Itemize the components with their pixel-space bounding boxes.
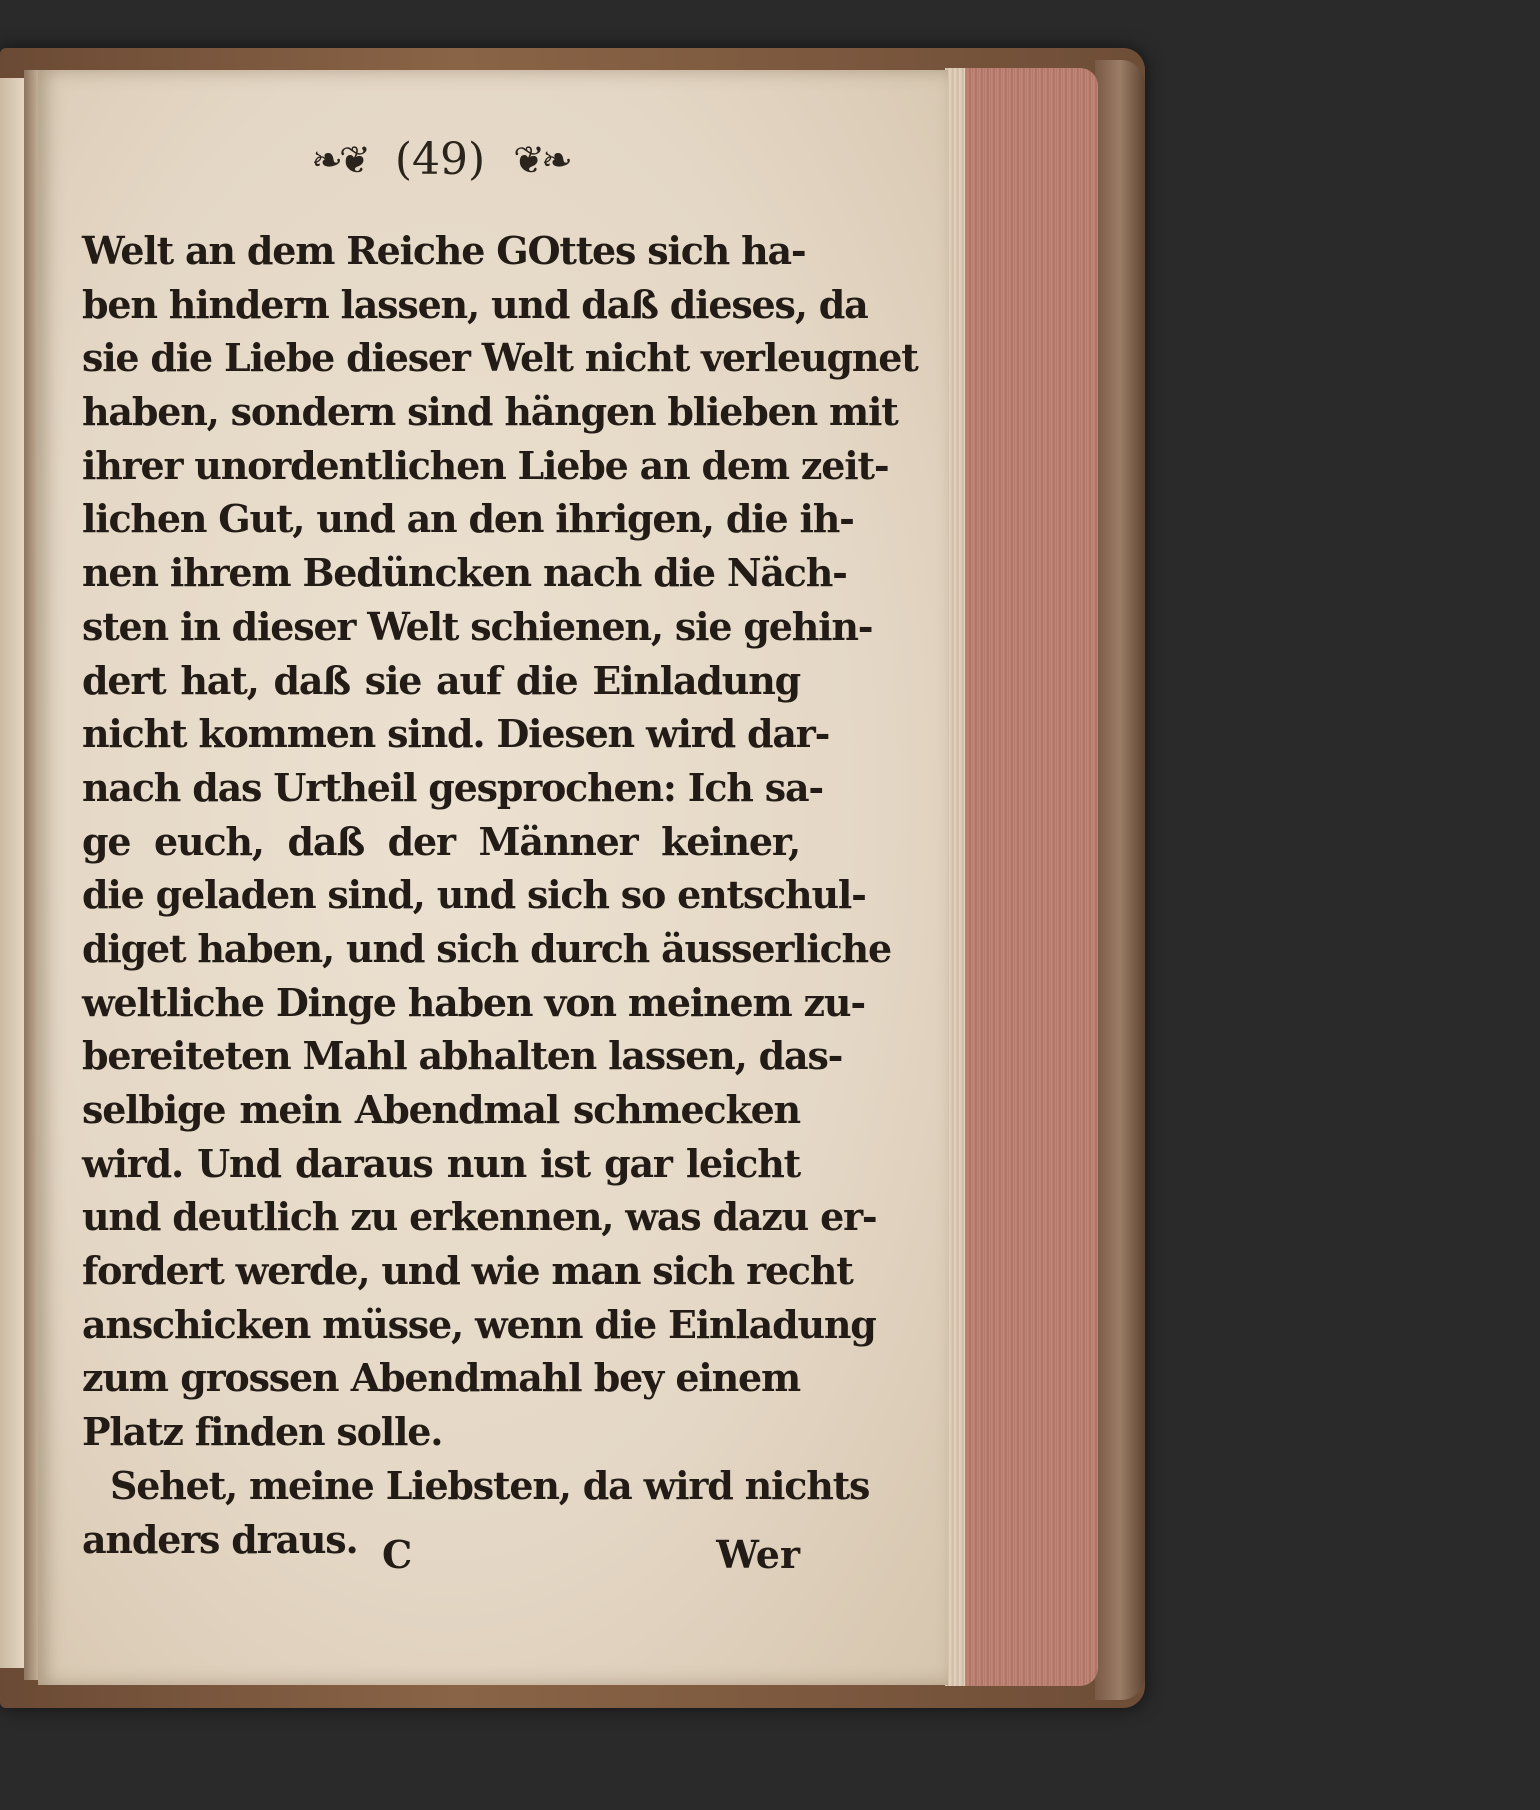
text-line: weltliche Dinge haben von meinem zu- <box>82 979 865 1025</box>
catchword: Wer <box>716 1532 800 1577</box>
text-line: dert hat, daß sie auf die Einladung <box>82 657 800 703</box>
text-line: nen ihrem Bedüncken nach die Näch- <box>82 550 847 596</box>
text-line: nach das Urtheil gesprochen: Ich sa- <box>82 764 823 810</box>
page-body-text <box>82 224 918 1566</box>
text-line: zum grossen Abendmahl bey einem <box>82 1355 800 1401</box>
page-header <box>270 118 610 196</box>
page-number: (49) <box>394 133 486 185</box>
text-line: anschicken müsse, wenn die Einladung <box>82 1301 876 1347</box>
text-line: Welt an dem Reiche GOttes sich ha- <box>82 228 806 273</box>
text-line: ihrer unordentlichen Liebe an dem zeit- <box>82 442 889 488</box>
page-block-fore-edge <box>945 68 1098 1686</box>
text-line: fordert werde, und wie man sich recht <box>82 1248 853 1294</box>
text-line: haben, sondern sind hängen blieben mit <box>82 389 898 435</box>
ornament-left-icon: ❧❦ <box>311 137 367 182</box>
signature-mark: C <box>382 1532 413 1577</box>
text-line: und deutlich zu erkennen, was dazu er- <box>82 1194 877 1240</box>
text-line: Platz finden solle. <box>82 1409 443 1455</box>
book-cover-edge <box>1095 60 1145 1700</box>
text-line: ge euch, daß der Männer keiner, <box>82 818 800 864</box>
page-footer <box>82 1532 800 1592</box>
page-block-fore-edge-light <box>945 68 965 1686</box>
text-line: Sehet, meine Liebsten, da wird nichts <box>110 1462 870 1508</box>
text-line: selbige mein Abendmal schmecken <box>82 1087 800 1132</box>
text-line: diget haben, und sich durch äusserliche <box>82 925 891 971</box>
text-line: die geladen sind, und sich so entschul- <box>82 872 866 918</box>
text-line: wird. Und daraus nun ist gar leicht <box>82 1140 800 1186</box>
text-line: sie die Liebe dieser Welt nicht verleugnet <box>82 335 918 381</box>
text-line: sten in dieser Welt schienen, sie gehin- <box>82 603 873 649</box>
text-line: nicht kommen sind. Diesen wird dar- <box>82 711 830 757</box>
text-line: anders draus. <box>82 1516 358 1562</box>
text-line: lichen Gut, und an den ihrigen, die ih- <box>82 496 854 542</box>
text-line: bereiteten Mahl abhalten lassen, das- <box>82 1033 843 1079</box>
ornament-right-icon: ❦❧ <box>513 137 569 182</box>
text-line: ben hindern lassen, und daß dieses, da <box>82 281 868 327</box>
